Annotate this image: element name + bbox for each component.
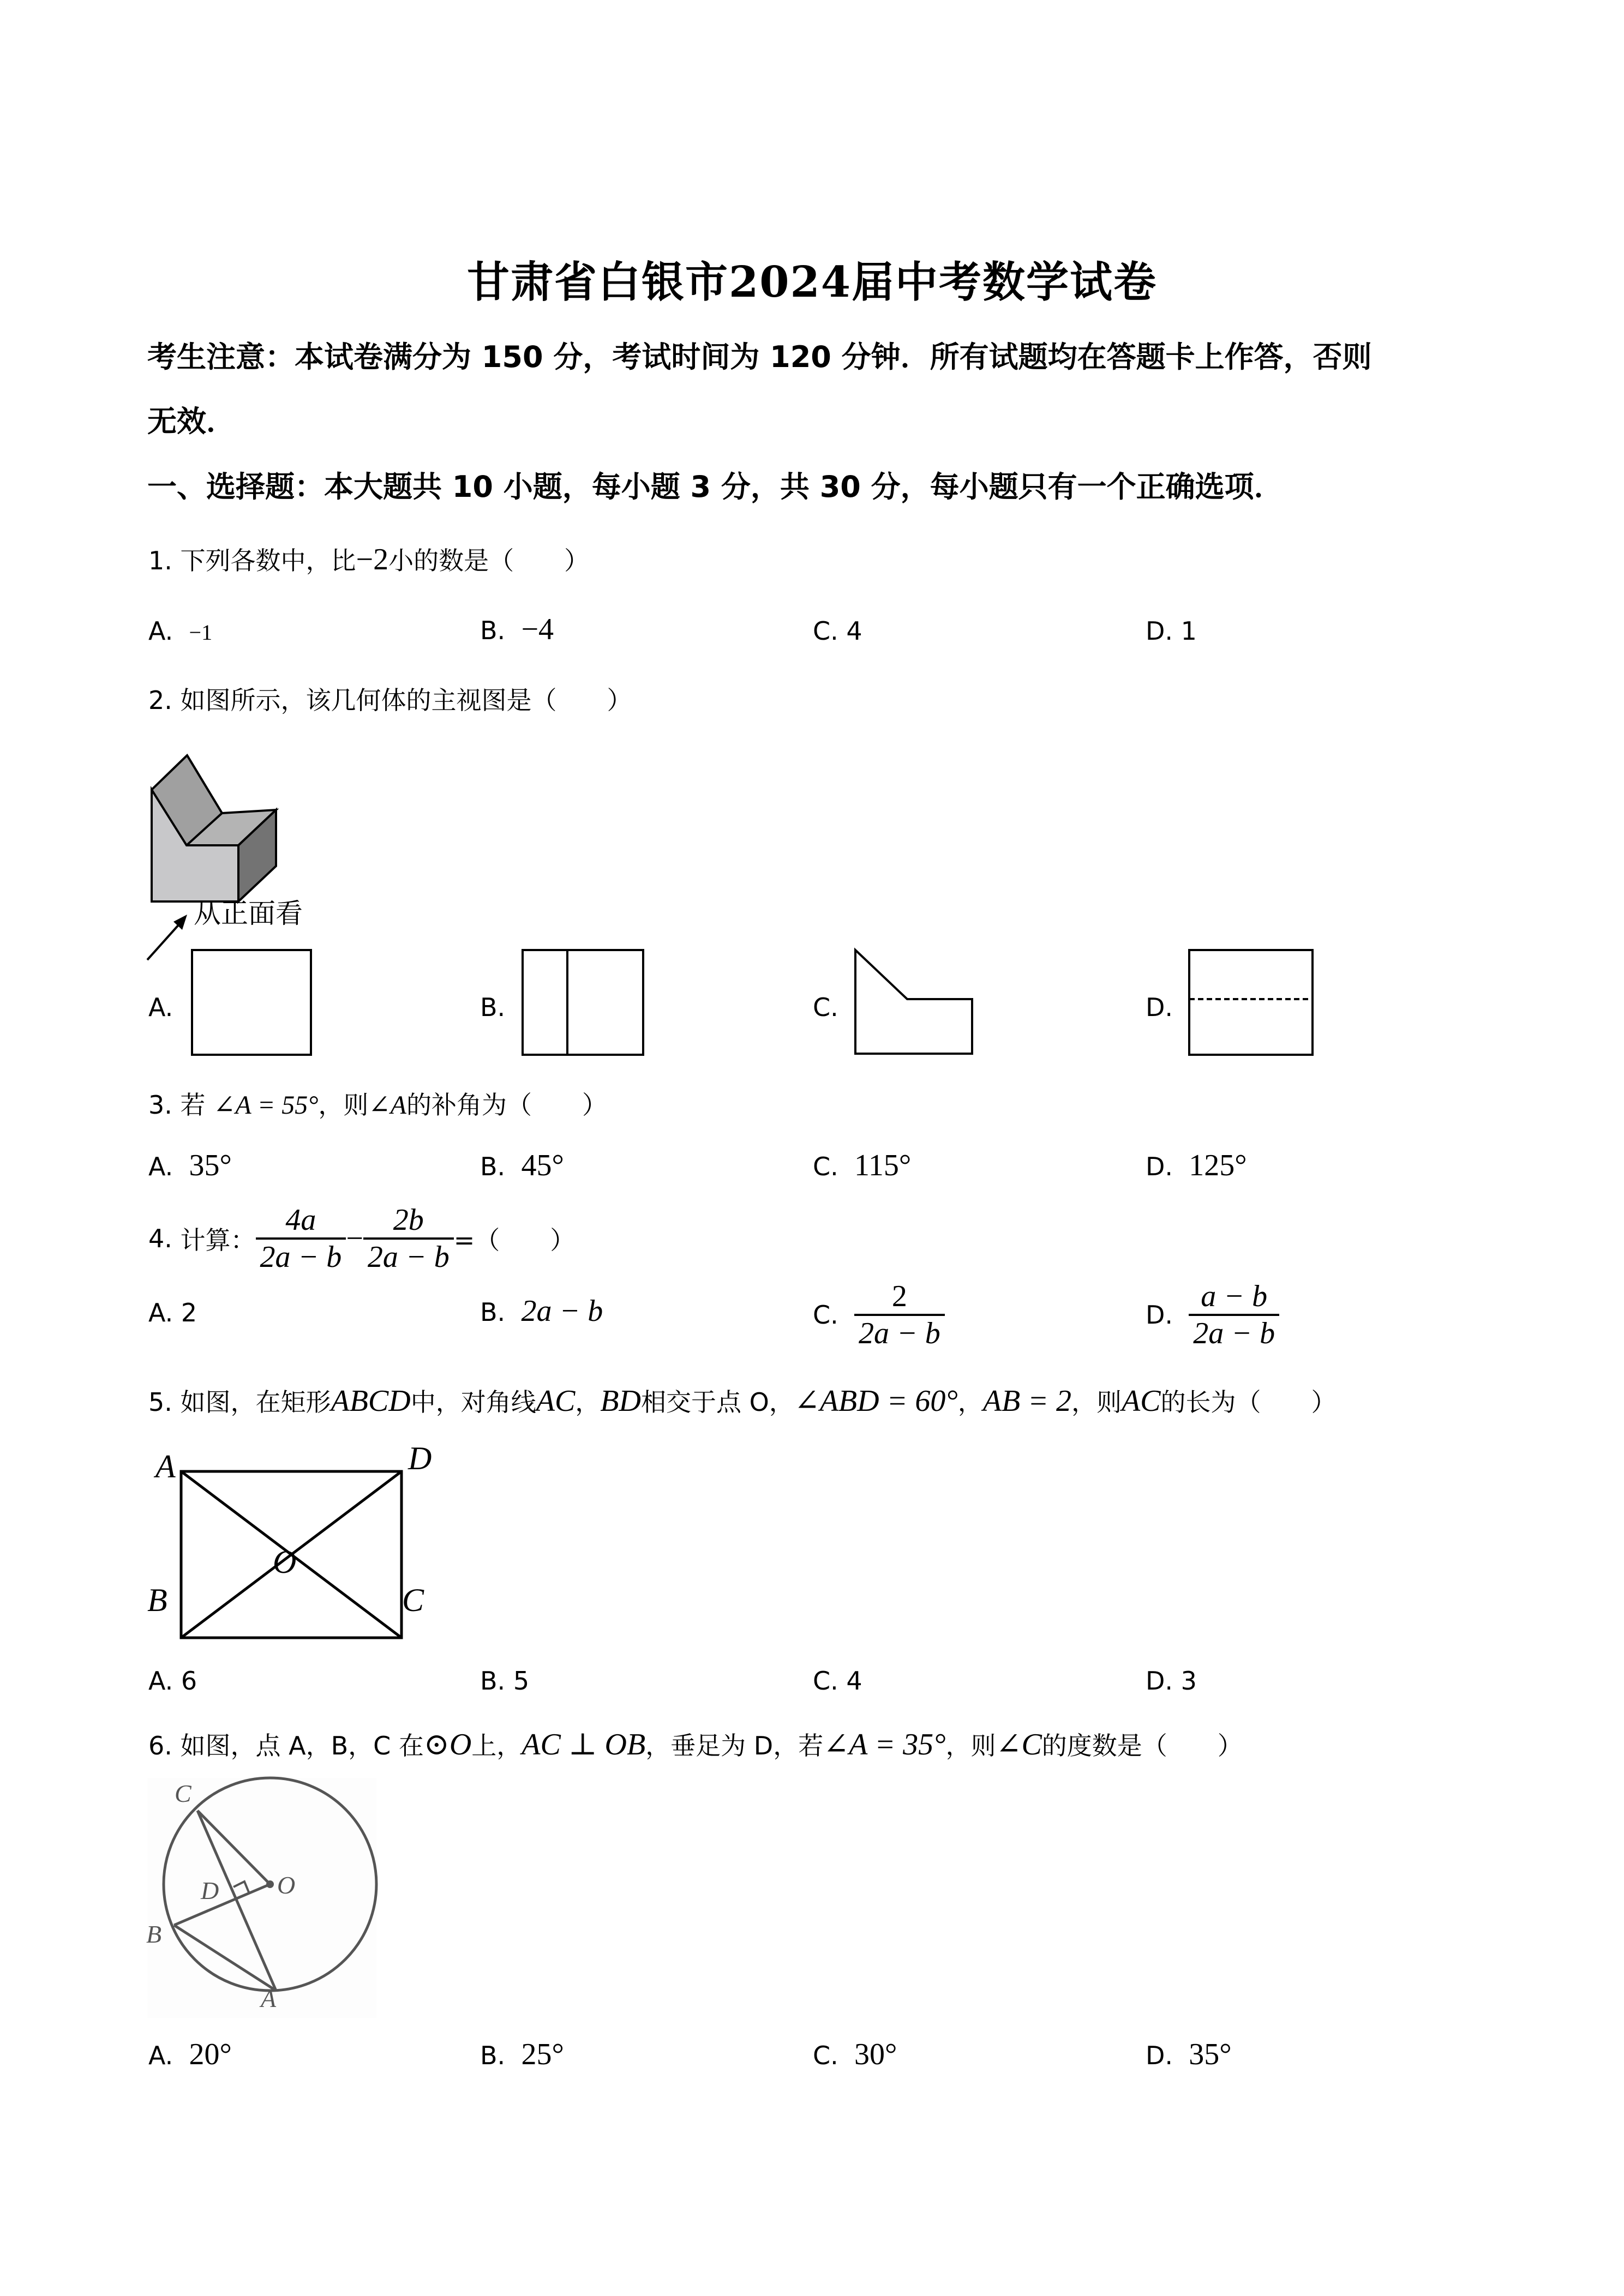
stem-text: ， [957, 1387, 983, 1417]
option-value: 35° [1189, 2037, 1232, 2071]
minus-sign: − [346, 1222, 363, 1256]
stem-text: 下列各数中，比 [180, 546, 356, 575]
math-expr: ABCD [331, 1384, 411, 1418]
q1-option-a[interactable] [148, 616, 212, 646]
q6-option-b[interactable] [480, 2037, 564, 2072]
notice-line-2: 无效． [147, 404, 236, 438]
option-label: B. [480, 1297, 506, 1327]
math-expr: ⊙O [423, 1728, 472, 1762]
stem-text: 小的数是（ ） [388, 546, 590, 575]
point-label-c: C [402, 1582, 424, 1618]
math-expr: ∠ABD = 60° [794, 1384, 958, 1418]
notice-line-1: 考生注意：本试卷满分为 150 分，考试时间为 120 分钟．所有试题均在答题卡上作答，否则 [147, 340, 1372, 374]
option-value: 5 [513, 1666, 530, 1696]
math-expr: ∠A = 35° [823, 1728, 946, 1762]
stem-text: 如图，在矩形 [180, 1387, 331, 1417]
option-label: B. [480, 1152, 506, 1181]
option-value: 30° [854, 2037, 897, 2071]
question-number: 3. [148, 1090, 172, 1120]
math-expr: −2 [356, 543, 389, 576]
point-label-b: B [146, 1920, 162, 1948]
option-value: 115° [854, 1149, 912, 1182]
stem-text: ，则 [318, 1090, 369, 1120]
stem-text: 的补角为（ ） [406, 1090, 607, 1120]
stem-text: ，垂足为 D，若 [645, 1731, 824, 1760]
option-label: C. [813, 1666, 838, 1696]
q4-option-d[interactable] [1146, 1279, 1279, 1351]
q1-option-c[interactable] [813, 616, 862, 646]
q1-option-b[interactable] [480, 612, 554, 647]
stem-text: =（ ） [453, 1225, 576, 1255]
q2-option-b-label[interactable]: B. [480, 993, 506, 1022]
math-expr: AC [536, 1384, 576, 1418]
view-direction-arrow-icon [147, 915, 187, 960]
q5-option-b[interactable] [480, 1666, 529, 1696]
option-label: D. [1146, 1152, 1173, 1181]
option-value: −4 [521, 612, 554, 646]
option-value: 4 [846, 1666, 862, 1696]
option-value: 2 [181, 1298, 197, 1327]
option-value: −1 [189, 620, 213, 645]
stem-text: 的度数是（ ） [1041, 1731, 1243, 1760]
denominator: 2a − b [1189, 1314, 1279, 1351]
math-expr: AB = 2 [982, 1384, 1071, 1418]
question-number: 1. [148, 546, 172, 575]
option-label: C. [813, 616, 838, 646]
center-point [266, 1880, 274, 1888]
stem-text: ，则 [945, 1731, 996, 1760]
numerator: 2 [891, 1279, 907, 1313]
option-value: 6 [181, 1666, 197, 1696]
fraction-2 [363, 1203, 454, 1275]
point-label-o: O [273, 1544, 297, 1580]
q2-option-c-label[interactable]: C. [813, 993, 838, 1022]
math-expr: ∠A [368, 1091, 406, 1120]
question-1-stem [148, 541, 589, 577]
question-number: 6. [148, 1731, 172, 1760]
option-label: A. [148, 616, 173, 646]
stem-text: 相交于点 O， [640, 1387, 794, 1417]
q3-option-a[interactable] [148, 1148, 232, 1183]
denominator: 2a − b [256, 1237, 346, 1275]
point-label-a: A [155, 1448, 176, 1484]
numerator: 2b [393, 1203, 424, 1237]
question-2-stem [148, 681, 632, 717]
math-expr: ∠A = 55° [213, 1091, 319, 1120]
q2-option-d-label[interactable]: D. [1146, 993, 1173, 1022]
point-label-d: D [408, 1440, 432, 1476]
option-label: A. [148, 1666, 173, 1696]
stem-text: 上， [471, 1731, 522, 1760]
question-number: 5. [148, 1387, 172, 1417]
section-heading: 一、选择题：本大题共 10 小题，每小题 3 分，共 30 分，每小题只有一个正确选项． [147, 470, 1284, 504]
question-6-stem [148, 1726, 1243, 1762]
option-label: C. [813, 2041, 838, 2070]
q1-option-d[interactable] [1146, 616, 1197, 646]
stem-text: ， [575, 1387, 601, 1417]
point-label-o: O [277, 1871, 296, 1899]
option-value: 20° [189, 2037, 232, 2071]
option-label: D. [1146, 2041, 1173, 2070]
denominator: 2a − b [854, 1314, 945, 1351]
option-label: D. [1146, 1666, 1173, 1696]
option-value: 45° [521, 1149, 564, 1182]
option-label: D. [1146, 616, 1173, 646]
q6-circle-figure [147, 1778, 382, 2018]
fraction-1 [256, 1203, 346, 1275]
stem-text: 计算： [180, 1225, 256, 1255]
point-label-d: D [201, 1877, 219, 1904]
option-value: 25° [521, 2037, 564, 2071]
question-number: 4. [148, 1224, 172, 1254]
q2-option-a-label[interactable]: A. [148, 993, 173, 1022]
q2-option-d-rectangle-dashed[interactable] [1188, 949, 1314, 1058]
q4-option-a[interactable] [148, 1298, 197, 1327]
point-label-b: B [147, 1582, 167, 1618]
q3-option-c[interactable] [813, 1148, 911, 1183]
stem-text: 中，对角线 [410, 1387, 536, 1417]
q4-option-b[interactable] [480, 1294, 603, 1329]
q4-option-c[interactable] [813, 1279, 945, 1351]
question-4-stem [148, 1203, 575, 1275]
option-value: 4 [846, 616, 862, 646]
option-label: B. [480, 1666, 506, 1696]
q6-option-c[interactable] [813, 2037, 897, 2072]
stem-text: 如图，点 A，B，C 在 [180, 1731, 424, 1760]
option-label: C. [813, 1300, 838, 1330]
q5-option-d[interactable] [1146, 1666, 1197, 1696]
numerator: 4a [285, 1203, 316, 1237]
stem-text: 如图所示，该几何体的主视图是（ ） [180, 686, 632, 715]
option-label: D. [1146, 1300, 1173, 1330]
q6-option-d[interactable] [1146, 2037, 1232, 2072]
option-value: 35° [189, 1149, 232, 1182]
q2-option-a-rectangle[interactable] [191, 949, 311, 1058]
point-label-a: A [261, 1985, 277, 2012]
math-expr: ∠C [996, 1728, 1042, 1762]
q6-option-a[interactable] [148, 2037, 232, 2072]
figure-caption: 从正面看 [194, 898, 303, 929]
option-label: A. [148, 1298, 173, 1327]
option-value: 3 [1180, 1666, 1197, 1696]
question-number: 2. [148, 686, 172, 715]
q2-option-c-pentagon[interactable] [854, 949, 974, 1058]
numerator: a − b [1201, 1279, 1268, 1313]
q3-option-d[interactable] [1146, 1148, 1247, 1183]
option-value: 2a − b [521, 1294, 603, 1328]
option-label: A. [148, 1152, 173, 1181]
math-expr: AC [1121, 1384, 1161, 1418]
option-label: A. [148, 2041, 173, 2070]
q3-option-b[interactable] [480, 1148, 564, 1183]
math-expr: AC ⊥ OB [522, 1728, 646, 1762]
option-value: 1 [1180, 616, 1197, 646]
stem-text: 若 [180, 1090, 206, 1120]
stem-text: 的长为（ ） [1160, 1387, 1337, 1417]
q2-option-b-rectangle-with-line[interactable] [522, 949, 644, 1058]
option-value: 125° [1189, 1149, 1247, 1182]
option-label: C. [813, 1152, 838, 1181]
option-label: B. [480, 2041, 506, 2070]
math-expr: BD [600, 1384, 641, 1418]
point-label-c: C [175, 1780, 191, 1807]
q5-option-c[interactable] [813, 1666, 862, 1696]
denominator: 2a − b [363, 1237, 454, 1275]
question-5-stem [148, 1383, 1337, 1419]
question-3-stem [148, 1085, 607, 1121]
option-label: B. [480, 616, 506, 645]
stem-text: ，则 [1071, 1387, 1122, 1417]
q5-option-a[interactable] [148, 1666, 197, 1696]
exam-title: 甘肃省白银市2024届中考数学试卷 [466, 257, 1158, 307]
